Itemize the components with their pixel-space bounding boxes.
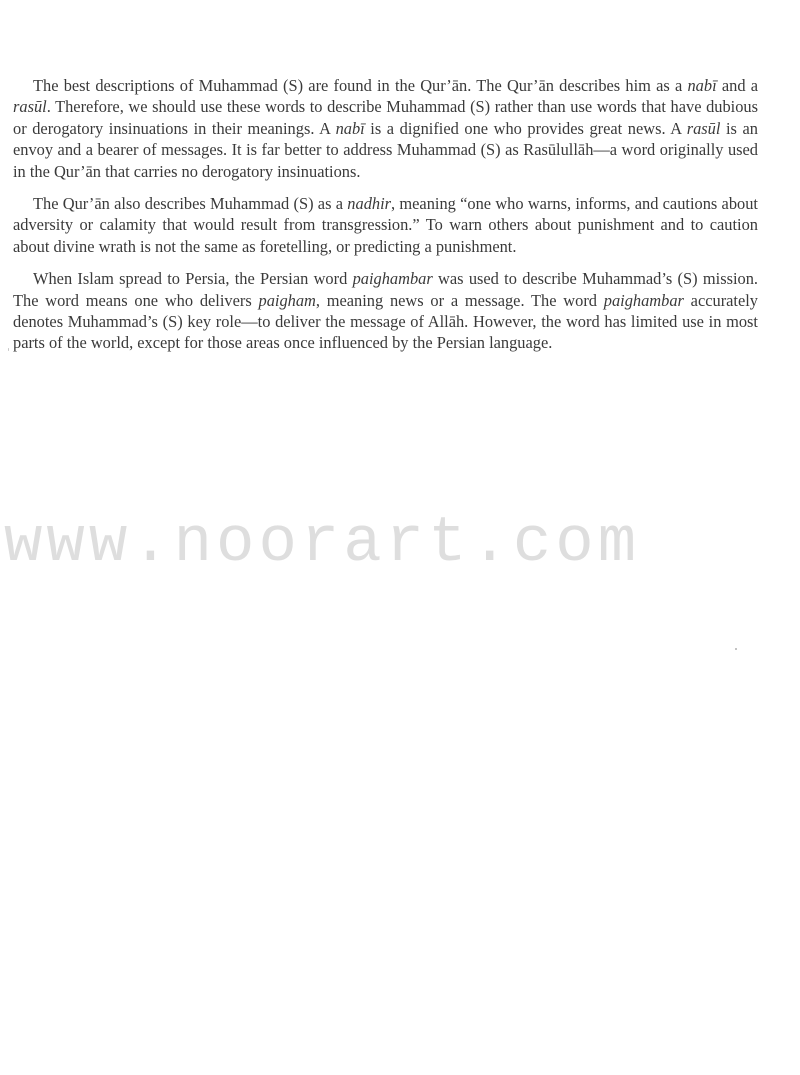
watermark: www.noorart.com [4, 508, 641, 580]
text-segment: , meaning “one who warns, informs, and cautions about adversity or calamity that would result from transgression.” To warn others about punishment and to caution about divine wrath is not the same as foretelling, or predicting a punishment. [13, 194, 758, 256]
text-segment: , meaning news or a message. The word [315, 290, 604, 310]
scan-speck [735, 648, 737, 650]
text-segment: was used to describe Muhammad’s (S) mission. The word means one who delivers [13, 269, 758, 310]
text-segment: When Islam spread to Persia, the Persian word [33, 269, 353, 289]
term-nadhir: nadhir [347, 194, 392, 214]
text-segment: The best descriptions of Muhammad (S) are found in the Qur’ān. The Qur’ān describes him as a [33, 76, 688, 95]
text-segment: accurately denotes Muhammad’s (S) key role—to deliver the message of Allāh. However, the word has limited use in most parts of the world, except for those areas once influenced by the Persian language. [13, 290, 758, 353]
term-paighambar: paighambar [603, 290, 684, 310]
paragraph-paighambar [13, 268, 758, 354]
text-segment: is an envoy and a bearer of messages. It is far better to address Muhammad (S) as Rasūlullāh—a word originally used in the Qur’ān that carries no derogatory insinuations. [13, 118, 758, 181]
paragraph-nadhir [13, 193, 758, 257]
term-paighambar: paighambar [352, 269, 433, 289]
text-segment: . Therefore, we should use these words to describe Muhammad (S) rather than use words that have dubious or derogatory insinuations in their meanings. A [13, 97, 758, 138]
term-rasul: rasūl [13, 97, 47, 117]
scan-speck [8, 348, 9, 351]
text-segment: and a [716, 76, 759, 95]
body-text [13, 75, 758, 365]
text-segment: is a dignified one who provides great news. A [364, 118, 687, 138]
term-rasul: rasūl [686, 118, 721, 138]
paragraph-descriptions [13, 75, 758, 182]
term-nabi: nabī [335, 118, 365, 138]
term-nabi: nabī [687, 76, 717, 95]
text-segment: The Qur’ān also describes Muhammad (S) as a [33, 194, 348, 214]
term-paigham: paigham [258, 290, 316, 310]
